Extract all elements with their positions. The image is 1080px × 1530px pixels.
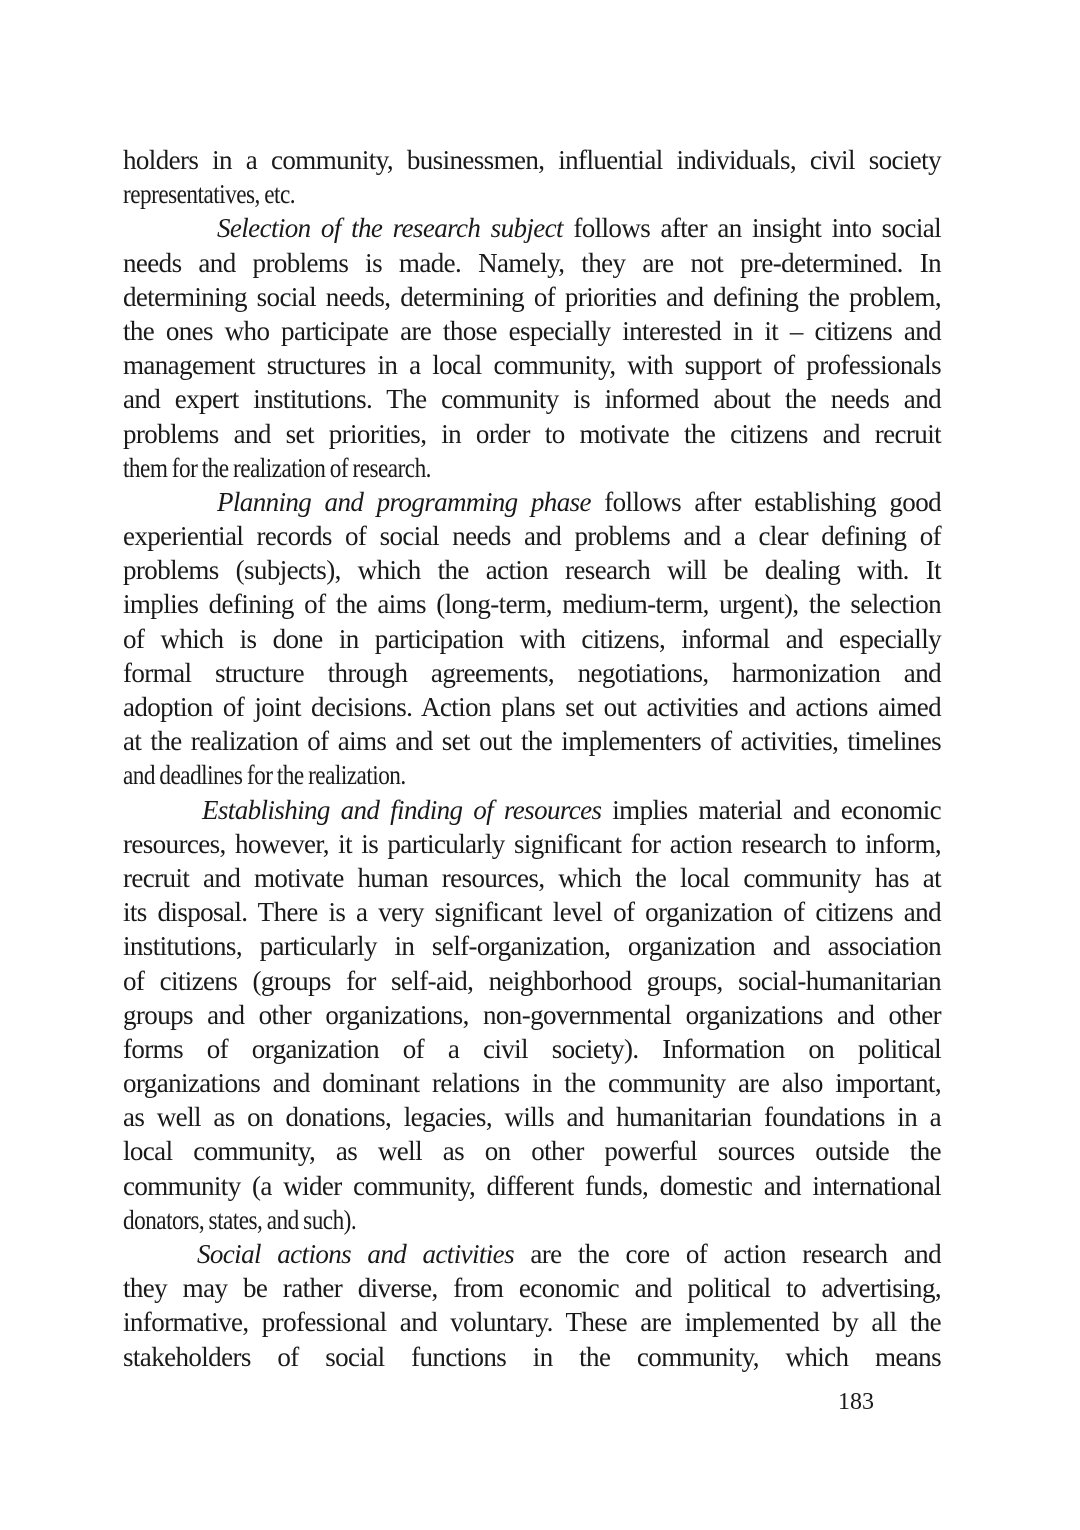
page-number: 183 [838, 1389, 874, 1415]
text-line: its disposal. There is a very significant level of organization of citizens and [123, 897, 941, 928]
text-run: are the core of action research and [513, 1239, 941, 1269]
text-line: the ones who participate are those especially interested in it – citizens and [123, 315, 941, 346]
text-line: needs and problems is made. Namely, they are not pre-determined. In [123, 247, 941, 278]
text-line: resources, however, it is particularly significant for action research to inform, [123, 828, 941, 859]
text-line: representatives, etc. [123, 179, 296, 210]
text-line: as well as on donations, legacies, wills and humanitarian foundations in a [123, 1102, 941, 1133]
text-line: them for the realization of research. [123, 452, 431, 483]
text-line: problems and set priorities, in order to motivate the citizens and recruit [123, 418, 941, 449]
text-line: implies defining of the aims (long-term, medium-term, urgent), the selection [123, 589, 941, 620]
paragraph-first-line [123, 211, 941, 245]
text-line: experiential records of social needs and problems and a clear defining of [123, 521, 941, 552]
text-line: groups and other organizations, non-governmental organizations and other [123, 999, 941, 1030]
text-line: adoption of joint decisions. Action plans set out activities and actions aimed [123, 692, 941, 722]
text-line: and deadlines for the realization. [123, 760, 406, 791]
paragraph-first-line [123, 485, 941, 519]
body-text [123, 143, 941, 1374]
italic-term: Establishing and finding of resources [202, 794, 602, 825]
text-line: donators, states, and such). [123, 1204, 357, 1235]
text-line: local community, as well as on other powerful sources outside the [123, 1136, 941, 1167]
text-line: of which is done in participation with citizens, informal and especially [123, 623, 941, 654]
text-line: they may be rather diverse, from economic and political to advertising, [123, 1273, 941, 1304]
text-line: organizations and dominant relations in the community are also important, [123, 1068, 941, 1099]
text-line: problems (subjects), which the action research will be dealing with. It [123, 555, 941, 586]
text-run: follows after an insight into social [562, 213, 942, 244]
italic-term: Planning and programming phase [217, 486, 591, 517]
italic-term: Selection of the research subject [217, 213, 563, 244]
text-line: of citizens (groups for self-aid, neighborhood groups, social-humanitarian [123, 965, 941, 996]
text-line: at the realization of aims and set out the implementers of activities, timelines [123, 726, 941, 757]
text-line: informative, professional and voluntary. These are implemented by all the [123, 1307, 941, 1338]
text-line: and expert institutions. The community is informed about the needs and [123, 384, 941, 415]
italic-term: Social actions and activities [197, 1239, 514, 1269]
text-line: recruit and motivate human resources, which the local community has at [123, 862, 941, 893]
text-line: institutions, particularly in self-organization, organization and association [123, 931, 941, 962]
text-run: follows after establishing good [590, 486, 942, 517]
paragraph-first-line [123, 793, 941, 827]
text-line: determining social needs, determining of priorities and defining the problem, [123, 281, 941, 312]
text-line: management structures in a local community, with support of professionals [123, 350, 941, 381]
text-line: stakeholders of social functions in the community, which means [123, 1341, 941, 1372]
text-line: holders in a community, businessmen, influential individuals, civil society [123, 145, 941, 175]
text-line: forms of organization of a civil society). Information on political [123, 1033, 941, 1064]
paragraph-first-line [123, 1237, 941, 1271]
text-line: formal structure through agreements, negotiations, harmonization and [123, 657, 941, 688]
text-line: community (a wider community, different funds, domestic and international [123, 1170, 941, 1201]
text-run: implies material and economic [601, 794, 941, 825]
